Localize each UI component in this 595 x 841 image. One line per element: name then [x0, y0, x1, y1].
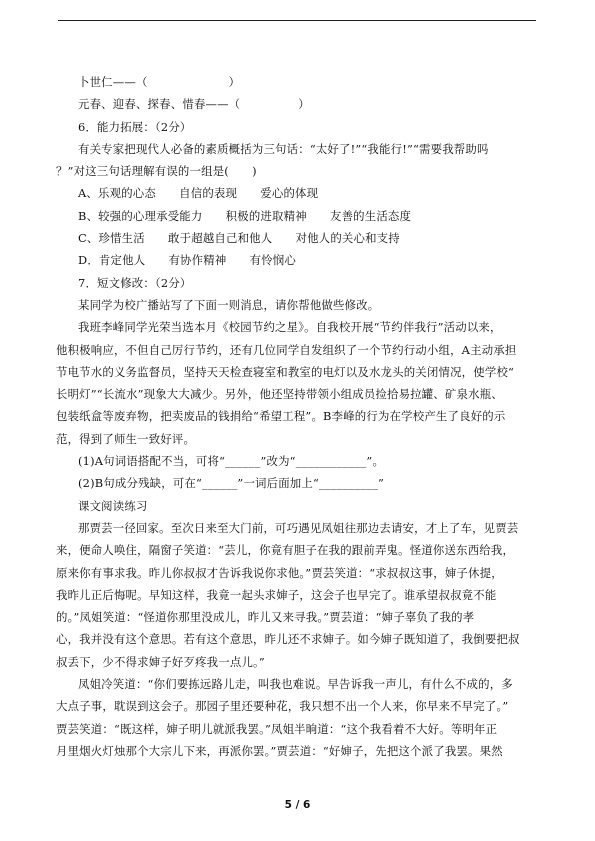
- text-line: 卜世仁——（ ）: [78, 75, 241, 89]
- text-line: C、珍惜生活 敢于超越自己和他人 对他人的关心和支持: [78, 231, 400, 246]
- text-line: B、较强的心理承受能力 积极的进取精神 友善的生活态度: [78, 208, 412, 223]
- header-rule: [58, 20, 536, 21]
- text-line: (2)B句成分残缺，可在“______”一词后面加上“__________”: [78, 476, 384, 491]
- text-line: 包装纸盒等废弃物，把卖废品的钱捐给“希望工程”。B李峰的行为在学校产生了良好的示: [56, 409, 506, 424]
- text-line: 某同学为校广播站写了下面一则消息，请你帮他做些修改。: [78, 297, 380, 312]
- text-line: 范，得到了师生一致好评。: [56, 431, 196, 446]
- text-line: A、乐观的心态 自信的表现 爱心的体现: [78, 186, 319, 201]
- text-line: 那贾芸一径回家。至次日来至大门前，可巧遇见凤姐往那边去请安，才上了车，见贾芸: [78, 520, 519, 535]
- text-line: 7．短文修改：（2分）: [78, 275, 192, 290]
- text-line: 课文阅读练习: [78, 498, 148, 513]
- text-line: 原来你有事求我。昨儿你叔叔才告诉我说你求他。”贾芸笑道：“求叔叔这事，婶子休提，: [56, 565, 503, 580]
- text-line: 大点子事，耽误到这会子。那园子里还要种花，我只想不出一个人来，你早来不早完了。”: [56, 699, 509, 714]
- text-line: 他积极响应，不但自己厉行节约，还有几位同学自发组织了一个节约行动小组，A主动承担: [56, 342, 517, 357]
- text-line: 叔丢下，少不得求婶子好歹疼我一点儿。”: [56, 654, 265, 669]
- text-line: 有关专家把现代人必备的素质概括为三句话：“太好了!”“我能行!”“需要我帮助吗: [78, 141, 489, 156]
- text-line: ？”对这三句话理解有误的一组是( ): [56, 164, 257, 179]
- text-line: 的。”凤姐笑道：“怪道你那里没成儿，昨儿又来寻我。”贾芸道：“婶子辜负了我的孝: [56, 610, 475, 625]
- text-line: 节电节水的义务监督员，坚持天天检查寝室和教室的电灯以及水龙头的关闭情况，使学校“: [56, 364, 515, 379]
- text-line: D．肯定他人 有协作精神 有怜悯心: [78, 253, 296, 268]
- text-line: 元春、迎春、探春、惜春——（ ）: [78, 97, 310, 112]
- page-number: 5 / 6: [284, 799, 311, 811]
- text-line: 长明灯”“长流水”现象大大减少。另外，他还坚持带领小组成员捡拾易拉罐、矿泉水瓶、: [56, 387, 503, 402]
- text-line: 我班李峰同学光荣当选本月《校园节约之星》。自我校开展“节约伴我行”活动以来，: [78, 320, 502, 335]
- text-line: 心，我并没有这个意思。若有这个意思，昨儿还不求婶子。如今婶子既知道了，我倒要把叔: [56, 632, 520, 647]
- document-body: [56, 74, 543, 765]
- text-line: 贾芸笑道：“既这样，婶子明儿就派我罢。”凤姐半晌道：“这个我看着不大好。等明年正: [56, 721, 498, 736]
- text-line: 我昨儿正后悔呢。早知这样，我竟一起头求婶子，这会子也早完了。谁承望叔叔竟不能: [56, 587, 497, 602]
- text-line: 6．能力拓展：（2分）: [78, 119, 192, 134]
- text-line: 凤姐冷笑道：“你们要拣远路儿走，叫我也难说。早告诉我一声儿，有什么不成的，多: [78, 677, 513, 692]
- text-line: (1)A句词语搭配不当，可将“______”改为“____________”。: [78, 454, 385, 469]
- text-line: 月里烟火灯烛那个大宗儿下来，再派你罢。”贾芸道：“好婶子，先把这个派了我罢。果然: [56, 743, 503, 758]
- text-line: 来，便命人唤住，隔窗子笑道：“芸儿，你竟有胆子在我的跟前弄鬼。怪道你送东西给我，: [56, 543, 515, 558]
